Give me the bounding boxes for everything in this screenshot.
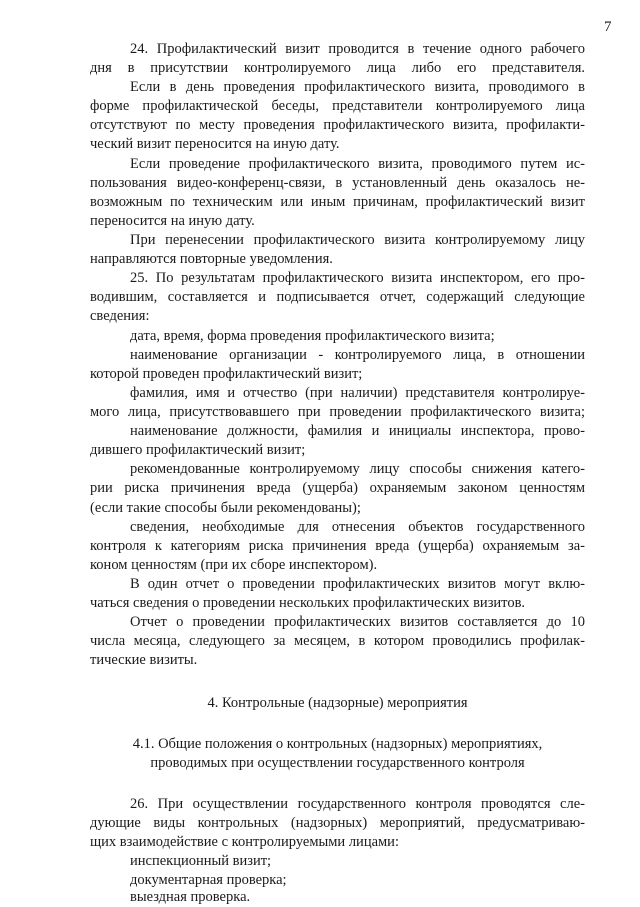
- text-line: 26. При осуществлении государственного контроля проводятся сле-: [130, 796, 585, 812]
- text-line: возможным по техническим или иным причинам, профилактический визит: [90, 194, 585, 210]
- text-line: чаться сведения о проведении нескольких профилактических визитов.: [90, 595, 526, 611]
- list-item: инспекционный визит;: [130, 853, 272, 869]
- text-line: дня в присутствии контролируемого лица либо его представителя.: [90, 60, 585, 76]
- text-line: При перенесении профилактического визита контролируемому лицу: [130, 232, 585, 248]
- text-line: рекомендованные контролируемому лицу способы снижения катего-: [130, 461, 585, 477]
- text-line: наименование должности, фамилия и инициалы инспектора, прово-: [130, 423, 585, 439]
- list-item: документарная проверка;: [130, 872, 287, 888]
- subsection-heading: проводимых при осуществлении государственного контроля: [150, 755, 525, 771]
- text-line: сведения, необходимые для отнесения объектов государственного: [130, 519, 585, 535]
- text-line: отсутствуют по месту проведения профилактического визита, профилакти-: [90, 117, 585, 133]
- text-line: 25. По результатам профилактического визита инспектором, его про-: [130, 270, 585, 286]
- text-line: В один отчет о проведении профилактических визитов могут вклю-: [130, 576, 585, 592]
- text-line: форме профилактической беседы, представители контролируемого лица: [90, 98, 585, 114]
- list-item: выездная проверка.: [130, 889, 251, 905]
- text-line: ческий визит переносится на иную дату.: [90, 136, 340, 152]
- text-line: коном ценностям (при их сборе инспектором).: [90, 557, 378, 573]
- text-line: Если в день проведения профилактического визита, проводимого в: [130, 79, 585, 95]
- text-line: рии риска причинения вреда (ущерба) охраняемым законом ценностям: [90, 480, 585, 496]
- text-line: мого лица, присутствовавшего при проведении профилактического визита;: [90, 404, 585, 420]
- text-line: дившего профилактический визит;: [90, 442, 306, 458]
- text-line: 24. Профилактический визит проводится в течение одного рабочего: [130, 41, 585, 57]
- text-line: сведения:: [90, 308, 150, 324]
- text-line: фамилия, имя и отчество (при наличии) представителя контролируе-: [130, 385, 585, 401]
- text-line: водившим, составляется и подписывается отчет, содержащий следующие: [90, 289, 585, 305]
- text-line: тические визиты.: [90, 652, 198, 668]
- text-line: дующие виды контрольных (надзорных) мероприятий, предусматриваю-: [90, 815, 585, 831]
- text-line: направляются повторные уведомления.: [90, 251, 333, 267]
- section-heading: 4. Контрольные (надзорные) мероприятия: [207, 695, 468, 711]
- text-line: наименование организации - контролируемого лица, в отношении: [130, 347, 585, 363]
- page-number: 7: [604, 19, 612, 35]
- text-line: контроля к категориям риска причинения вреда (ущерба) охраняемым за-: [90, 538, 585, 554]
- text-line: Если проведение профилактического визита, проводимого путем ис-: [130, 156, 585, 172]
- text-line: которой проведен профилактический визит;: [90, 366, 363, 382]
- text-line: числа месяца, следующего за месяцем, в котором проводились профилак-: [90, 633, 585, 649]
- text-line: (если такие способы были рекомендованы);: [90, 500, 361, 516]
- text-line: Отчет о проведении профилактических визитов составляется до 10: [130, 614, 585, 630]
- text-line: пользования видео-конференц-связи, в установленный день оказалось не-: [90, 175, 585, 191]
- text-line: дата, время, форма проведения профилактического визита;: [130, 328, 495, 344]
- subsection-heading: 4.1. Общие положения о контрольных (надзорных) мероприятиях,: [132, 736, 543, 752]
- text-line: щих взаимодействие с контролируемыми лицами:: [90, 834, 399, 850]
- text-line: переносится на иную дату.: [90, 213, 255, 229]
